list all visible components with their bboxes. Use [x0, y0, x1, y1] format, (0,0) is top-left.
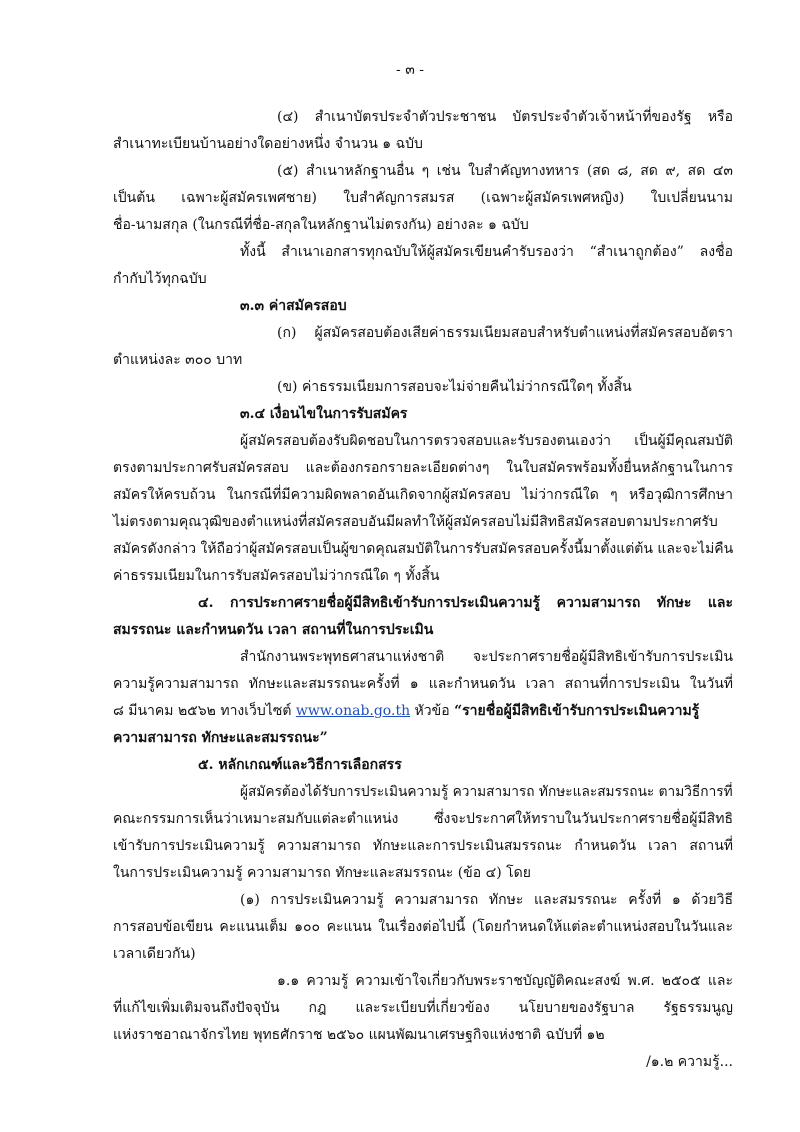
- section-3-4-line: สมัครดังกล่าว ให้ถือว่าผู้สมัครสอบเป็นผู้ขาดคุณสมบัติในการรับสมัครสอบครั้งนี้มาตั้งแต่ต้น และจะไม่คืน: [113, 541, 734, 557]
- certify-line: กำกับไว้ทุกฉบับ: [113, 271, 207, 287]
- section-5-1-1-line: ที่แก้ไขเพิ่มเติมจนถึงปัจจุบัน กฎ และระเบียบที่เกี่ยวข้อง นโยบายของรัฐบาล รัฐธรรมนูญ: [113, 1000, 733, 1016]
- item-5-line: ชื่อ-นามสกุล (ในกรณีที่ชื่อ-สกุลในหลักฐานไม่ตรงกัน) อย่างละ ๑ ฉบับ: [113, 217, 529, 233]
- section-3-3-b-line: (ข) ค่าธรรมเนียมการสอบจะไม่จ่ายคืนไม่ว่ากรณีใดๆ ทั้งสิ้น: [277, 379, 632, 395]
- section-5-1-line: เวลาเดียวกัน): [113, 946, 196, 962]
- section-5-1-line: การสอบข้อเขียน คะแนนเต็ม ๑๐๐ คะแนน ในเรื่องต่อไปนี้ (โดยกำหนดให้แต่ละตำแหน่งสอบในวันและ: [113, 919, 733, 935]
- section-3-4-line: ค่าธรรมเนียมในการรับสมัครสอบไม่ว่ากรณีใด ๆ ทั้งสิ้น: [113, 568, 440, 584]
- section-3-4-line: สมัครให้ครบถ้วน ในกรณีที่มีความผิดพลาดอันเกิดจากผู้สมัครสอบ ไม่ว่ากรณีใด ๆ หรือวุฒิการศึกษา: [113, 487, 733, 503]
- page-number: - ๓ -: [396, 62, 424, 78]
- section-3-3-a-line: (ก) ผู้สมัครสอบต้องเสียค่าธรรมเนียมสอบสำหรับตำแหน่งที่สมัครสอบอัตรา: [277, 325, 733, 341]
- section-5-1-line: (๑) การประเมินความรู้ ความสามารถ ทักษะ และสมรรถนะ ครั้งที่ ๑ ด้วยวิธี: [240, 892, 733, 908]
- item-5-line: เป็นต้น เฉพาะผู้สมัครเพศชาย) ใบสำคัญการสมรส (เฉพาะผู้สมัครเพศหญิง) ใบเปลี่ยนนาม: [113, 190, 733, 206]
- section-4-line: สำนักงานพระพุทธศาสนาแห่งชาติ จะประกาศรายชื่อผู้มีสิทธิเข้ารับการประเมิน: [240, 649, 733, 665]
- section-3-3-a-line: ตำแหน่งละ ๓๐๐ บาท: [113, 352, 243, 368]
- section-5-line: ผู้สมัครต้องได้รับการประเมินความรู้ ความสามารถ ทักษะและสมรรถนะ ตามวิธีการที่: [240, 784, 733, 800]
- item-4-line: (๔) สำเนาบัตรประจำตัวประชาชน บัตรประจำตัวเจ้าหน้าที่ของรัฐ หรือ: [277, 109, 733, 125]
- section-3-4-line: ผู้สมัครสอบต้องรับผิดชอบในการตรวจสอบและรับรองตนเองว่า เป็นผู้มีคุณสมบัติ: [240, 433, 733, 449]
- onab-website-link[interactable]: www.onab.go.th: [295, 703, 411, 719]
- section-5-heading: ๕. หลักเกณฑ์และวิธีการเลือกสรร: [198, 757, 402, 773]
- section-4-heading: สมรรถนะ และกำหนดวัน เวลา สถานที่ในการประเมิน: [113, 622, 434, 638]
- topic-title: “รายชื่อผู้มีสิทธิเข้ารับการประเมินความรู้: [454, 703, 700, 719]
- section-3-4-line: ไม่ตรงตามคุณวุฒิของตำแหน่งที่สมัครสอบอันมีผลทำให้ผู้สมัครสอบไม่มีสิทธิสมัครสอบตามประกาศรับ: [113, 514, 718, 530]
- continuation-marker: /๑.๒ ความรู้...: [646, 1054, 733, 1070]
- section-5-line: เข้ารับการประเมินความรู้ ความสามารถ ทักษะและการประเมินสมรรถนะ กำหนดวัน เวลา สถานที่: [113, 838, 733, 854]
- certify-line: ทั้งนี้ สำเนาเอกสารทุกฉบับให้ผู้สมัครเขียนคำรับรองว่า “สำเนาถูกต้อง” ลงชื่อ: [240, 244, 733, 260]
- section-3-4-heading: ๓.๔ เงื่อนไขในการรับสมัคร: [240, 406, 408, 422]
- topic-label: หัวข้อ: [414, 703, 450, 719]
- section-5-1-1-line: ๑.๑ ความรู้ ความเข้าใจเกี่ยวกับพระราชบัญญัติคณะสงฆ์ พ.ศ. ๒๕๐๕ และ: [277, 973, 733, 989]
- section-5-line: ในการประเมินความรู้ ความสามารถ ทักษะและสมรรถนะ (ข้อ ๔) โดย: [113, 865, 531, 881]
- section-4-heading: ๔. การประกาศรายชื่อผู้มีสิทธิเข้ารับการประเมินความรู้ ความสามารถ ทักษะ และ: [198, 595, 733, 611]
- announce-date-text: ๘ มีนาคม ๒๕๖๒ ทางเว็บไซต์: [113, 703, 292, 719]
- item-4-line: สำเนาทะเบียนบ้านอย่างใดอย่างหนึ่ง จำนวน ๑ ฉบับ: [113, 136, 423, 152]
- section-3-3-heading: ๓.๓ ค่าสมัครสอบ: [240, 298, 347, 314]
- section-5-1-1-line: แห่งราชอาณาจักรไทย พุทธศักราช ๒๕๖๐ แผนพัฒนาเศรษฐกิจแห่งชาติ ฉบับที่ ๑๒: [113, 1027, 605, 1043]
- topic-title: ความสามารถ ทักษะและสมรรถนะ”: [113, 730, 328, 746]
- section-3-4-line: ตรงตามประกาศรับสมัครสอบ และต้องกรอกรายละเอียดต่างๆ ในใบสมัครพร้อมทั้งยื่นหลักฐานในการ: [113, 460, 733, 476]
- section-4-line: ความรู้ความสามารถ ทักษะและสมรรถนะครั้งที่ ๑ และกำหนดวัน เวลา สถานที่การประเมิน ในวันที่: [113, 676, 733, 692]
- item-5-line: (๕) สำเนาหลักฐานอื่น ๆ เช่น ใบสำคัญทางทหาร (สด ๘, สด ๙, สด ๔๓: [277, 163, 733, 179]
- section-5-line: คณะกรรมการเห็นว่าเหมาะสมกับแต่ละตำแหน่ง ซึ่งจะประกาศให้ทราบในวันประกาศรายชื่อผู้มีสิทธิ: [113, 811, 733, 827]
- section-4-line: [113, 701, 699, 721]
